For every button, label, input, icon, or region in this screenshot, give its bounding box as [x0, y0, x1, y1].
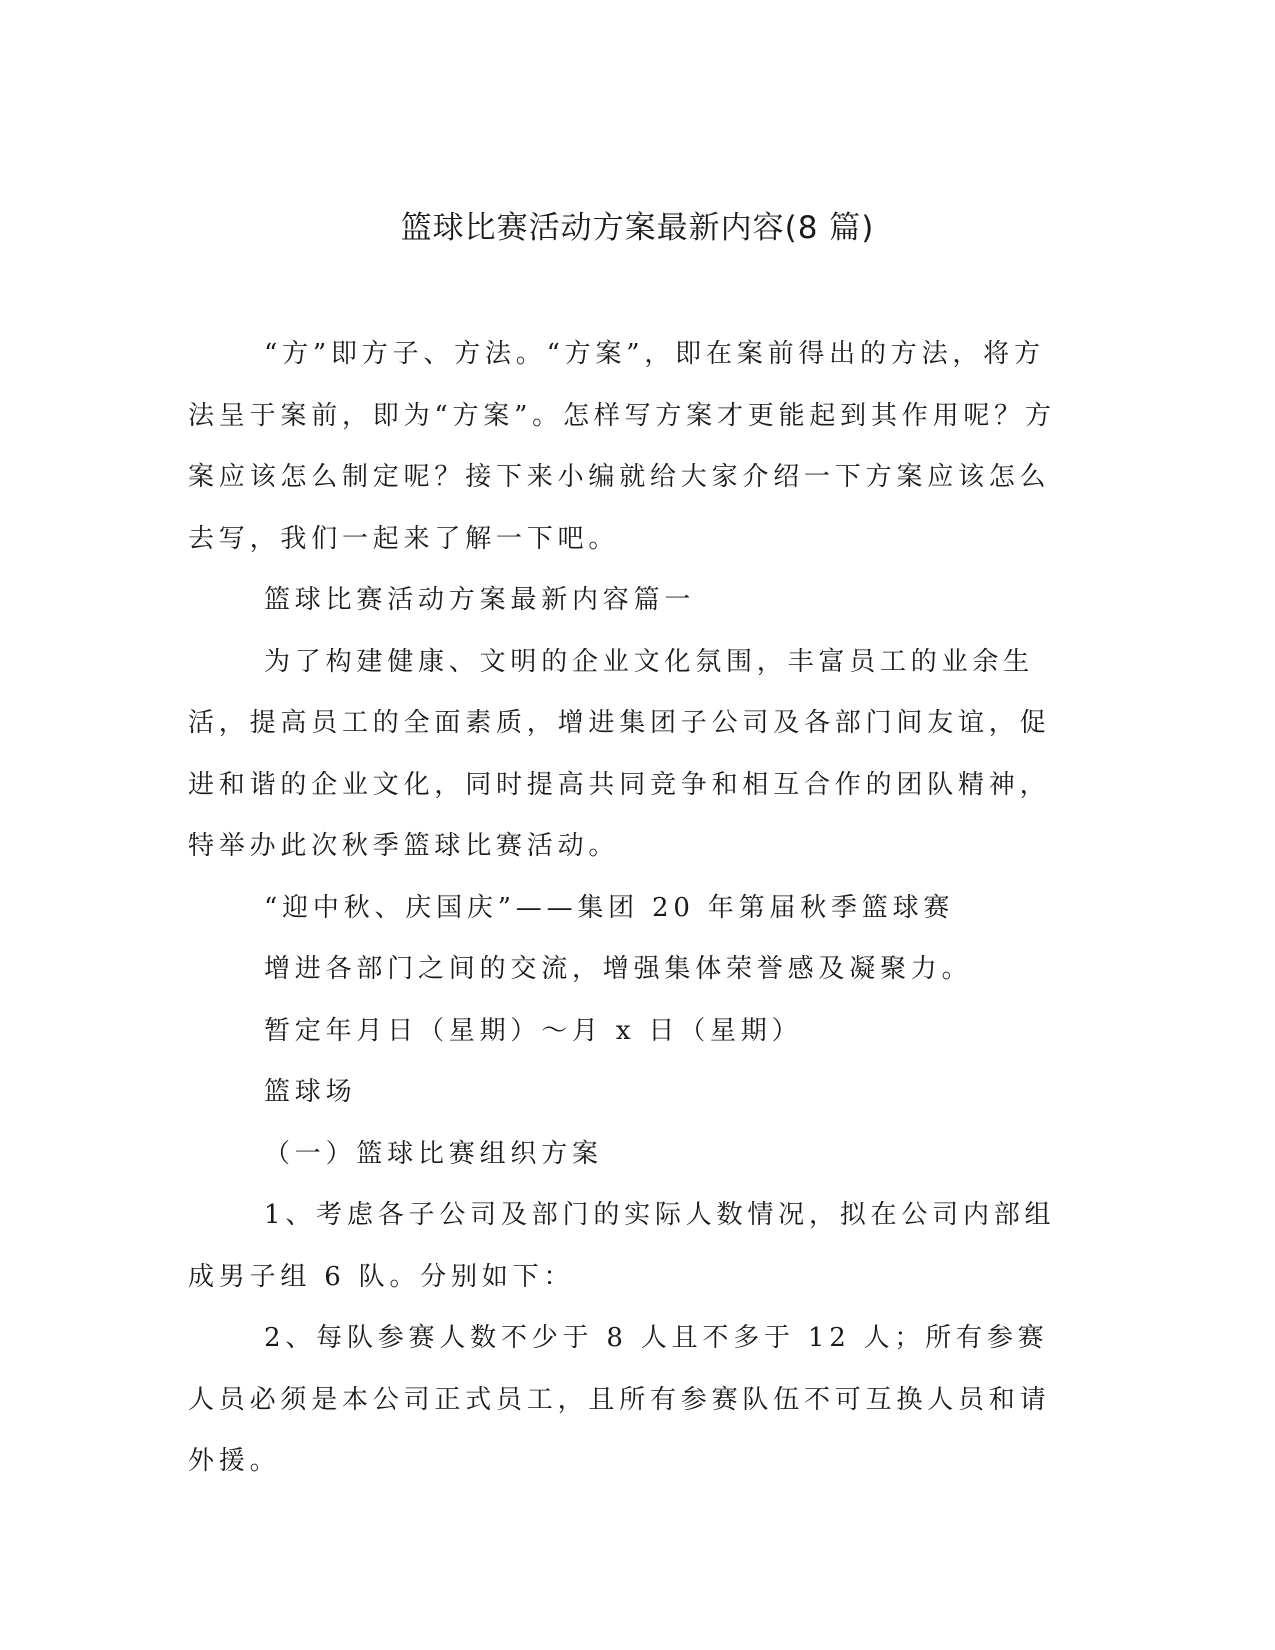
date-paragraph: 暂定年月日（星期）～月 x 日（星期）	[264, 1015, 803, 1046]
goal-paragraph: 增进各部门之间的交流，增强集体荣誉感及凝聚力。	[264, 954, 973, 984]
purpose-paragraph: 为了构建健康、文明的企业文化氛围，丰富员工的业余生活，提高员工的全面素质，增进集团子公司及各部门间友谊，促进和谐的企业文化，同时提高共同竞争和相互合作的团队精神，特举办此次秋季篮球比赛活动。	[188, 646, 1051, 861]
rule-1-paragraph: 1、考虑各子公司及部门的实际人数情况，拟在公司内部组成男子组 6 队。分别如下：	[188, 1200, 1056, 1292]
venue-paragraph: 篮球场	[264, 1077, 357, 1107]
section-heading: 篮球比赛活动方案最新内容篇一	[264, 585, 696, 615]
document-body	[188, 324, 1068, 1493]
intro-paragraph: “方”即方子、方法。“方案”，即在案前得出的方法，将方法呈于案前，即为“方案”。怎样写方案才更能起到其作用呢？方案应该怎么制定呢？接下来小编就给大家介绍一下方案应该怎么去写，我们一起来了解一下吧。	[188, 339, 1056, 554]
subsection-heading: （一）篮球比赛组织方案	[264, 1138, 603, 1169]
document-title: 篮球比赛活动方案最新内容(8 篇)	[400, 210, 875, 246]
rule-2-paragraph: 2、每队参赛人数不少于 8 人且不多于 12 人；所有参赛人员必须是本公司正式员工，且所有参赛队伍不可互换人员和请外援。	[188, 1323, 1051, 1476]
event-name-paragraph: “迎中秋、庆国庆”——集团 20 年第届秋季篮球赛	[264, 892, 955, 923]
